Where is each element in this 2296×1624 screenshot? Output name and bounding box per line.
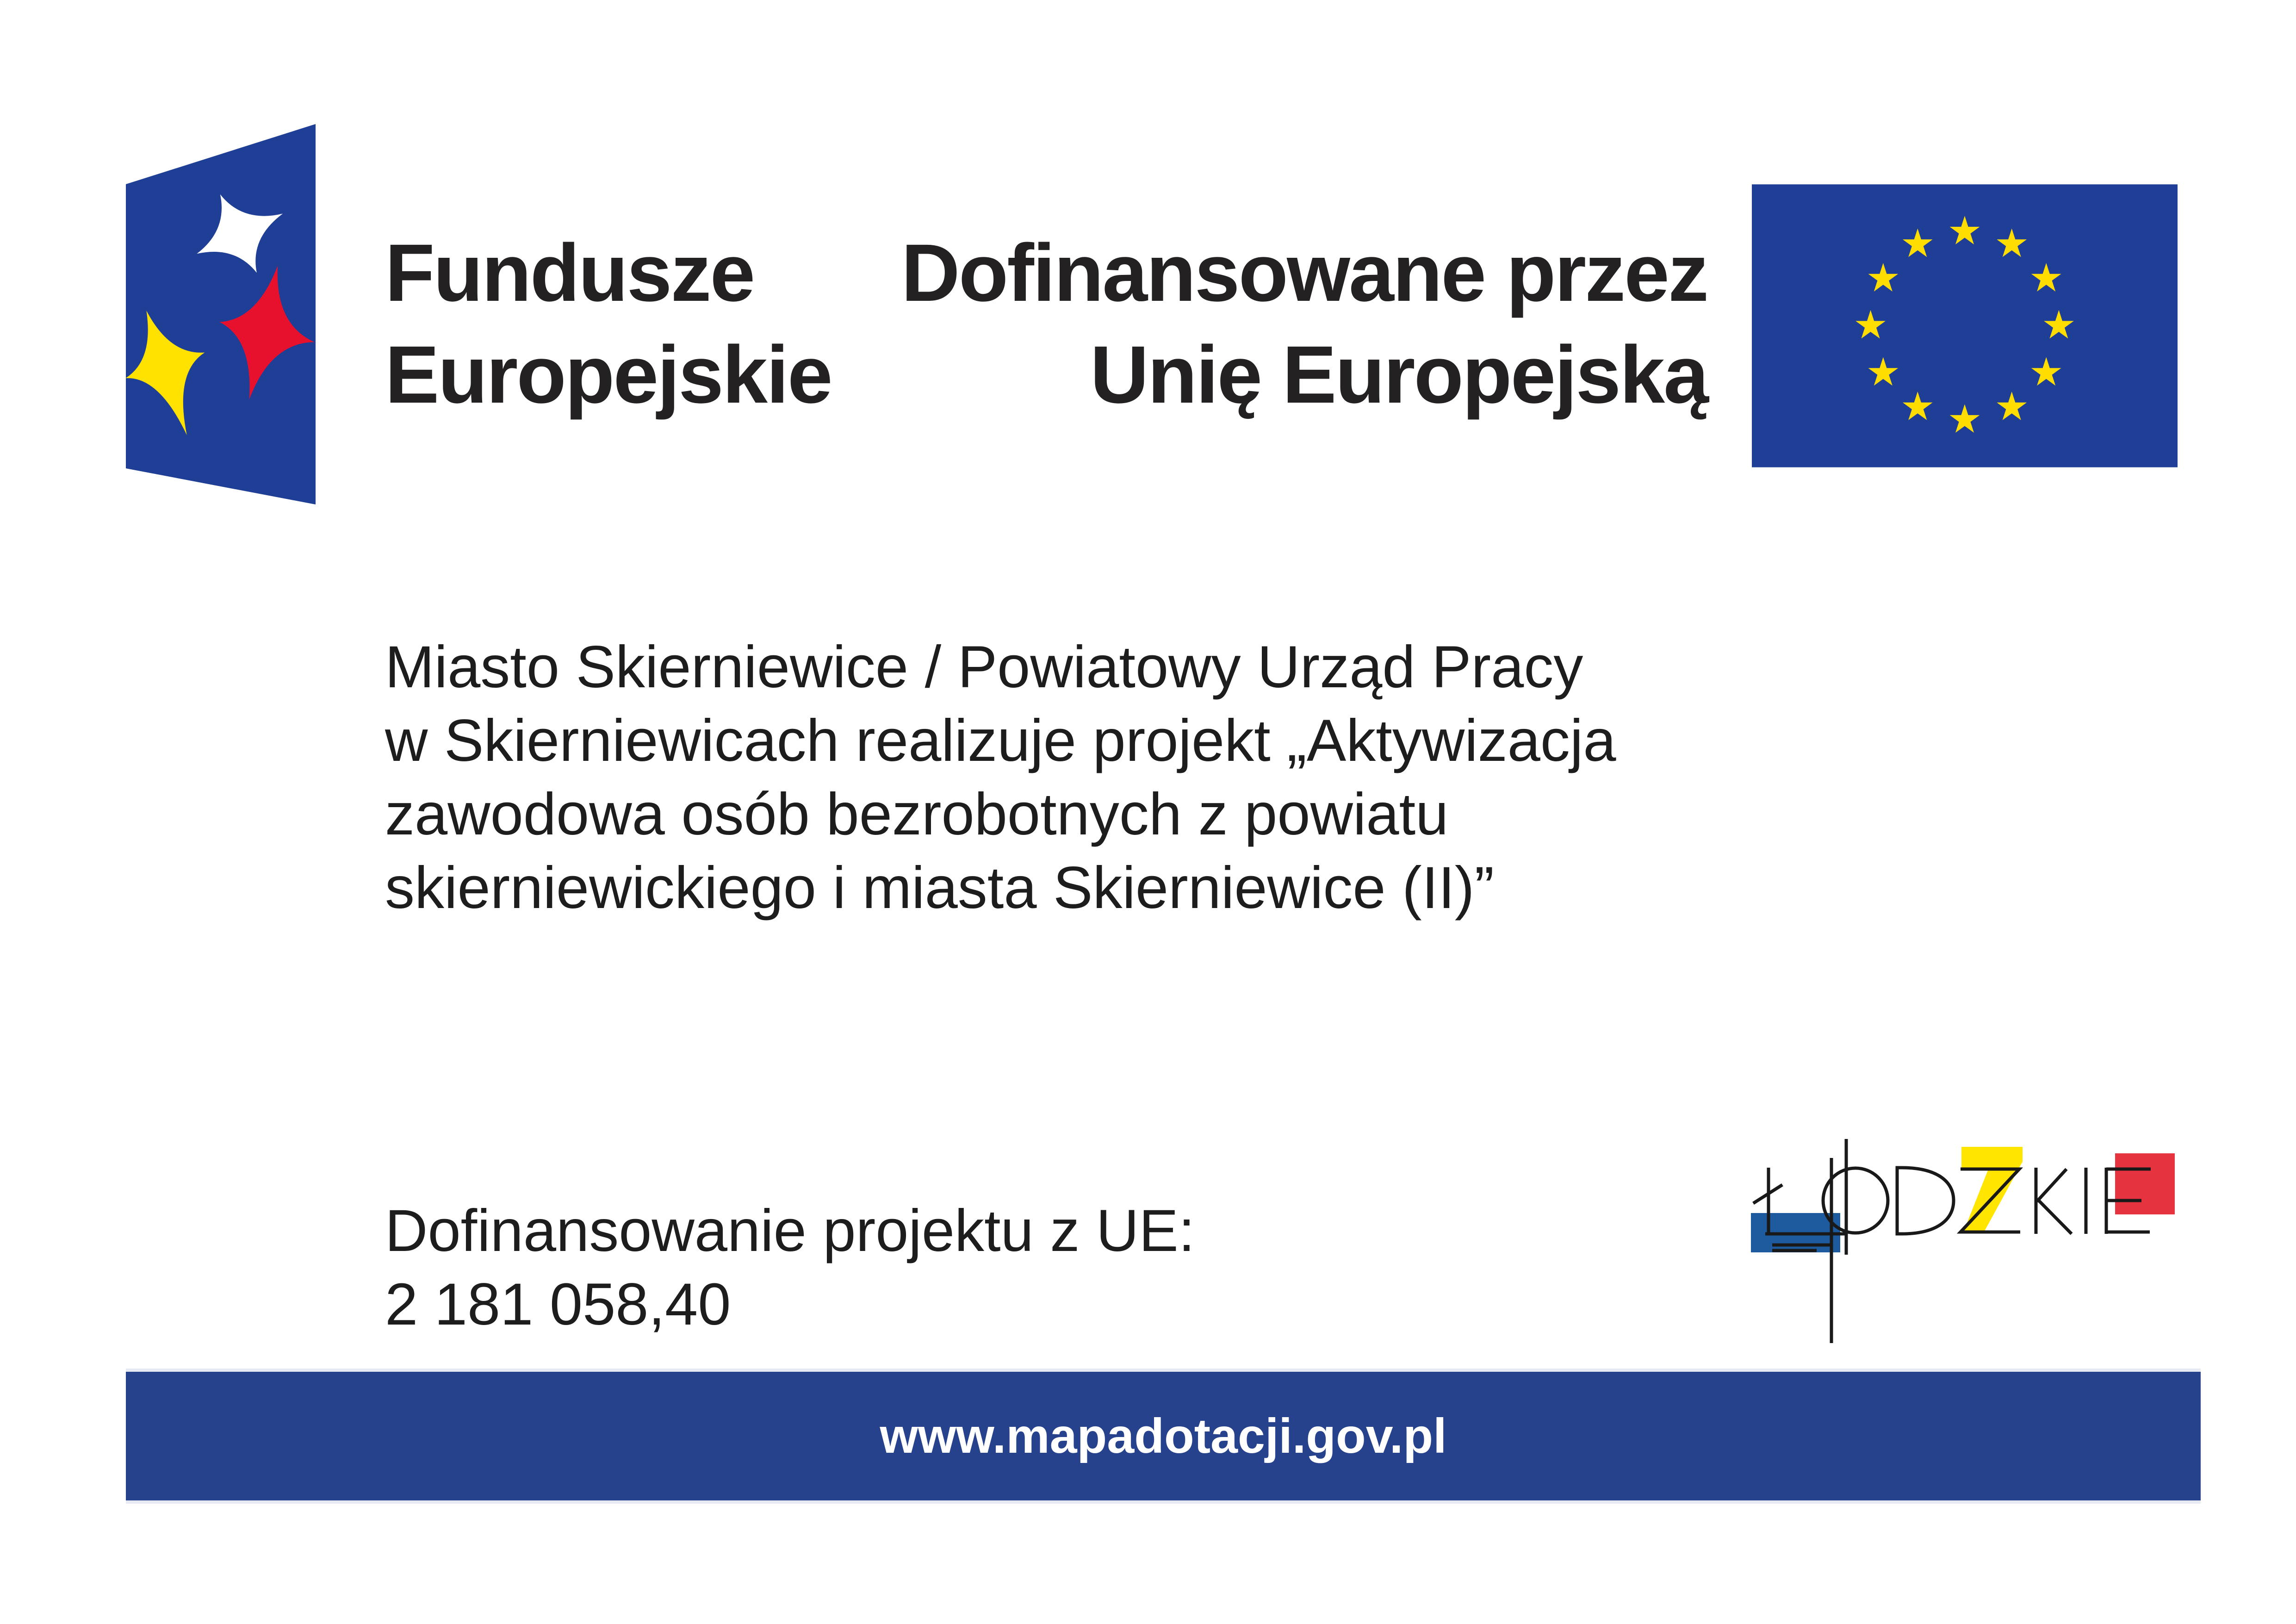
fe-logo-title [385, 222, 832, 426]
fe-flag-shape [126, 124, 316, 504]
funded-by-statement [833, 222, 1707, 426]
fundusze-europejskie-logo-icon [126, 124, 316, 504]
project-description [385, 630, 1616, 925]
footer-bar [126, 1372, 2201, 1500]
eu-flag-icon [1752, 184, 2178, 467]
project-line1: Miasto Skierniewice / Powiatowy Urząd Pracy [385, 634, 1583, 700]
funding-info [385, 1194, 1195, 1341]
project-line2: w Skierniewicach realizuje projekt „Aktywizacja [385, 708, 1616, 774]
funded-by-line2: Unię Europejską [1090, 330, 1707, 420]
fe-title-line2: Europejskie [385, 330, 832, 420]
funded-by-line1: Dofinansowane przez [901, 228, 1707, 318]
funding-label: Dofinansowanie projektu z UE: [385, 1198, 1195, 1264]
lodzkie-logo-icon [1749, 1134, 2179, 1351]
lodzkie-red-block [2115, 1153, 2175, 1214]
footer-url: www.mapadotacji.gov.pl [880, 1408, 1447, 1463]
project-line4: skierniewickiego i miasta Skierniewice (II)” [385, 855, 1495, 921]
fe-title-line1: Fundusze [385, 228, 754, 318]
project-line3: zawodowa osób bezrobotnych z powiatu [385, 781, 1449, 847]
funding-amount: 2 181 058,40 [385, 1271, 731, 1338]
